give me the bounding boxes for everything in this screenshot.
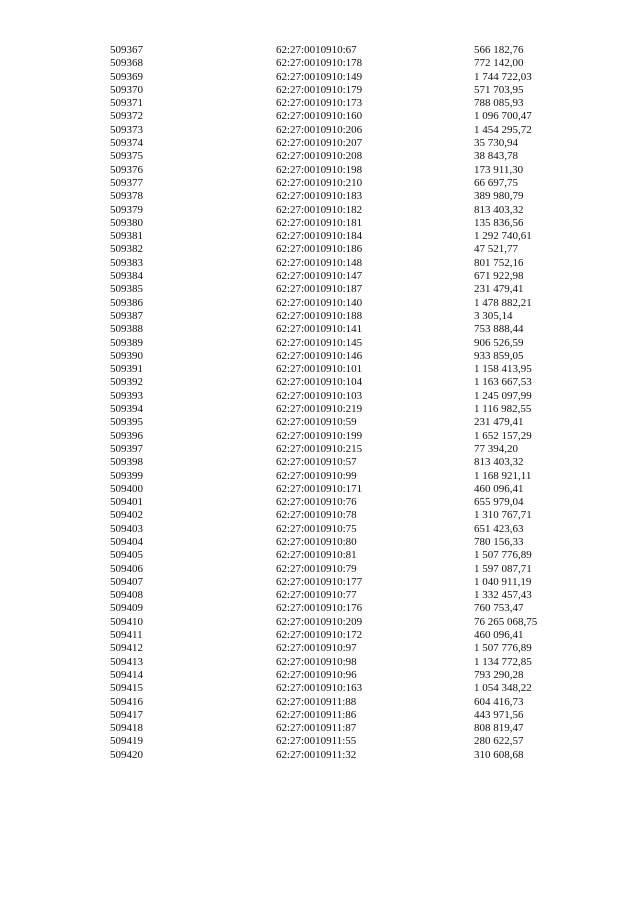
- row-number: 509404: [110, 535, 143, 548]
- table-row: [110, 656, 580, 669]
- cadastral-value: 76 265 068,75: [474, 615, 538, 628]
- table-row: [110, 257, 580, 270]
- row-number: 509372: [110, 110, 143, 123]
- cadastral-value: 231 479,41: [474, 416, 524, 429]
- cadastral-value: 1 597 087,71: [474, 562, 532, 575]
- cadastral-value: 793 290,28: [474, 668, 524, 681]
- table-row: [110, 363, 580, 376]
- row-number: 509393: [110, 389, 143, 402]
- cadastral-value: 310 608,68: [474, 748, 524, 761]
- row-number: 509387: [110, 309, 143, 322]
- row-number: 509416: [110, 695, 143, 708]
- cadastral-number: 62:27:0010910:147: [276, 270, 363, 283]
- table-row: [110, 243, 580, 256]
- row-number: 509384: [110, 270, 143, 283]
- cadastral-value: 1 310 767,71: [474, 509, 532, 522]
- row-number: 509370: [110, 83, 143, 96]
- row-number: 509402: [110, 509, 143, 522]
- cadastral-value: 460 096,41: [474, 629, 524, 642]
- table-row: [110, 536, 580, 549]
- cadastral-value: 671 922,98: [474, 270, 524, 283]
- cadastral-number: 62:27:0010910:186: [276, 243, 363, 256]
- cadastral-number: 62:27:0010911:88: [276, 695, 357, 708]
- cadastral-value: 1 292 740,61: [474, 230, 532, 243]
- cadastral-number: 62:27:0010910:207: [276, 137, 363, 150]
- table-row: [110, 629, 580, 642]
- cadastral-value: 813 403,32: [474, 203, 524, 216]
- cadastral-value: 780 156,33: [474, 535, 524, 548]
- table-row: [110, 642, 580, 655]
- cadastral-number: 62:27:0010910:96: [276, 668, 357, 681]
- cadastral-value: 3 305,14: [474, 309, 513, 322]
- row-number: 509386: [110, 296, 143, 309]
- row-number: 509385: [110, 283, 143, 296]
- cadastral-number: 62:27:0010910:210: [276, 176, 363, 189]
- table-row: [110, 164, 580, 177]
- table-row: [110, 44, 580, 57]
- table-row: [110, 749, 580, 762]
- table-row: [110, 390, 580, 403]
- cadastral-value: 1 116 982,55: [474, 403, 532, 416]
- cadastral-value: 1 652 157,29: [474, 429, 532, 442]
- cadastral-number: 62:27:0010910:173: [276, 97, 363, 110]
- row-number: 509379: [110, 203, 143, 216]
- cadastral-number: 62:27:0010910:97: [276, 642, 357, 655]
- table-row: [110, 150, 580, 163]
- cadastral-value: 801 752,16: [474, 256, 524, 269]
- cadastral-number: 62:27:0010910:199: [276, 429, 363, 442]
- table-row: [110, 523, 580, 536]
- table-row: [110, 709, 580, 722]
- cadastral-number: 62:27:0010911:87: [276, 722, 357, 735]
- table-row: [110, 735, 580, 748]
- cadastral-number: 62:27:0010910:99: [276, 469, 357, 482]
- row-number: 509415: [110, 682, 143, 695]
- cadastral-number: 62:27:0010910:77: [276, 589, 357, 602]
- row-number: 509390: [110, 349, 143, 362]
- cadastral-value: 651 423,63: [474, 522, 524, 535]
- row-number: 509389: [110, 336, 143, 349]
- cadastral-number: 62:27:0010911:32: [276, 748, 357, 761]
- table-row: [110, 563, 580, 576]
- cadastral-number: 62:27:0010910:67: [276, 44, 357, 56]
- table-row: [110, 443, 580, 456]
- cadastral-value: 389 980,79: [474, 190, 524, 203]
- cadastral-number: 62:27:0010910:206: [276, 123, 363, 136]
- cadastral-value: 173 911,30: [474, 163, 524, 176]
- cadastral-number: 62:27:0010910:179: [276, 83, 363, 96]
- row-number: 509377: [110, 176, 143, 189]
- row-number: 509418: [110, 722, 143, 735]
- cadastral-value: 1 478 882,21: [474, 296, 532, 309]
- table-row: [110, 297, 580, 310]
- cadastral-number: 62:27:0010910:57: [276, 456, 357, 469]
- cadastral-number: 62:27:0010910:80: [276, 535, 357, 548]
- table-row: [110, 177, 580, 190]
- cadastral-value: 1 245 097,99: [474, 389, 532, 402]
- cadastral-value: 1 096 700,47: [474, 110, 532, 123]
- cadastral-number: 62:27:0010910:219: [276, 403, 363, 416]
- cadastral-value: 566 182,76: [474, 44, 524, 56]
- cadastral-value: 571 703,95: [474, 83, 524, 96]
- row-number: 509367: [110, 44, 143, 56]
- cadastral-value: 1 507 776,89: [474, 642, 532, 655]
- row-number: 509373: [110, 123, 143, 136]
- cadastral-value: 280 622,57: [474, 735, 524, 748]
- cadastral-value: 1 163 667,53: [474, 376, 532, 389]
- row-number: 509383: [110, 256, 143, 269]
- cadastral-number: 62:27:0010910:101: [276, 363, 363, 376]
- cadastral-value: 604 416,73: [474, 695, 524, 708]
- cadastral-value: 760 753,47: [474, 602, 524, 615]
- cadastral-number: 62:27:0010910:183: [276, 190, 363, 203]
- table-row: [110, 549, 580, 562]
- row-number: 509392: [110, 376, 143, 389]
- cadastral-value: 1 332 457,43: [474, 589, 532, 602]
- row-number: 509414: [110, 668, 143, 681]
- row-number: 509397: [110, 442, 143, 455]
- row-number: 509400: [110, 482, 143, 495]
- cadastral-number: 62:27:0010910:78: [276, 509, 357, 522]
- row-number: 509419: [110, 735, 143, 748]
- row-number: 509406: [110, 562, 143, 575]
- row-number: 509403: [110, 522, 143, 535]
- cadastral-number: 62:27:0010910:208: [276, 150, 363, 163]
- table-row: [110, 722, 580, 735]
- row-number: 509399: [110, 469, 143, 482]
- row-number: 509405: [110, 549, 143, 562]
- table-row: [110, 509, 580, 522]
- cadastral-value: 460 096,41: [474, 482, 524, 495]
- cadastral-number: 62:27:0010910:181: [276, 216, 363, 229]
- row-number: 509380: [110, 216, 143, 229]
- row-number: 509396: [110, 429, 143, 442]
- table-row: [110, 310, 580, 323]
- table-row: [110, 230, 580, 243]
- row-number: 509420: [110, 748, 143, 761]
- cadastral-number: 62:27:0010910:177: [276, 575, 363, 588]
- cadastral-number: 62:27:0010910:198: [276, 163, 363, 176]
- cadastral-number: 62:27:0010910:59: [276, 416, 357, 429]
- cadastral-value: 808 819,47: [474, 722, 524, 735]
- cadastral-value: 1 040 911,19: [474, 575, 532, 588]
- row-number: 509378: [110, 190, 143, 203]
- cadastral-number: 62:27:0010910:79: [276, 562, 357, 575]
- cadastral-number: 62:27:0010910:178: [276, 57, 363, 70]
- cadastral-value: 1 054 348,22: [474, 682, 532, 695]
- cadastral-value: 1 158 413,95: [474, 363, 532, 376]
- cadastral-value: 1 168 921,11: [474, 469, 532, 482]
- row-number: 509398: [110, 456, 143, 469]
- row-number: 509391: [110, 363, 143, 376]
- cadastral-value: 66 697,75: [474, 176, 518, 189]
- row-number: 509411: [110, 629, 143, 642]
- cadastral-number: 62:27:0010910:141: [276, 323, 363, 336]
- cadastral-value: 231 479,41: [474, 283, 524, 296]
- table-row: [110, 190, 580, 203]
- cadastral-value: 1 454 295,72: [474, 123, 532, 136]
- table-row: [110, 124, 580, 137]
- row-number: 509376: [110, 163, 143, 176]
- table-row: [110, 576, 580, 589]
- table-row: [110, 110, 580, 123]
- cadastral-number: 62:27:0010910:149: [276, 70, 363, 83]
- table-row: [110, 669, 580, 682]
- table-row: [110, 403, 580, 416]
- cadastral-number: 62:27:0010910:145: [276, 336, 363, 349]
- row-number: 509417: [110, 708, 143, 721]
- cadastral-number: 62:27:0010910:81: [276, 549, 357, 562]
- row-number: 509412: [110, 642, 143, 655]
- cadastral-value: 135 836,56: [474, 216, 524, 229]
- table-row: [110, 470, 580, 483]
- cadastral-number: 62:27:0010910:209: [276, 615, 363, 628]
- cadastral-value: 906 526,59: [474, 336, 524, 349]
- row-number: 509395: [110, 416, 143, 429]
- row-number: 509381: [110, 230, 143, 243]
- row-number: 509394: [110, 403, 143, 416]
- cadastral-number: 62:27:0010910:215: [276, 442, 363, 455]
- row-number: 509409: [110, 602, 143, 615]
- cadastral-number: 62:27:0010910:103: [276, 389, 363, 402]
- cadastral-value: 1 744 722,03: [474, 70, 532, 83]
- cadastral-value: 788 085,93: [474, 97, 524, 110]
- cadastral-value: 443 971,56: [474, 708, 524, 721]
- cadastral-number: 62:27:0010910:98: [276, 655, 357, 668]
- table-row: [110, 217, 580, 230]
- table-row: [110, 71, 580, 84]
- table-row: [110, 696, 580, 709]
- table-row: [110, 97, 580, 110]
- row-number: 509369: [110, 70, 143, 83]
- cadastral-number: 62:27:0010911:55: [276, 735, 357, 748]
- table-row: [110, 483, 580, 496]
- table-row: [110, 496, 580, 509]
- cadastral-value: 655 979,04: [474, 496, 524, 509]
- row-number: 509407: [110, 575, 143, 588]
- cadastral-number: 62:27:0010910:188: [276, 309, 363, 322]
- table-row: [110, 57, 580, 70]
- cadastral-value: 933 859,05: [474, 349, 524, 362]
- table-row: [110, 589, 580, 602]
- cadastral-value: 35 730,94: [474, 137, 518, 150]
- cadastral-number: 62:27:0010910:76: [276, 496, 357, 509]
- cadastral-number: 62:27:0010910:148: [276, 256, 363, 269]
- cadastral-number: 62:27:0010910:176: [276, 602, 363, 615]
- row-number: 509368: [110, 57, 143, 70]
- row-number: 509408: [110, 589, 143, 602]
- table-row: [110, 337, 580, 350]
- row-number: 509375: [110, 150, 143, 163]
- table-row: [110, 430, 580, 443]
- table-row: [110, 84, 580, 97]
- row-number: 509371: [110, 97, 143, 110]
- table-row: [110, 416, 580, 429]
- row-number: 509388: [110, 323, 143, 336]
- cadastral-number: 62:27:0010910:163: [276, 682, 363, 695]
- table-row: [110, 350, 580, 363]
- cadastral-value: 753 888,44: [474, 323, 524, 336]
- row-number: 509410: [110, 615, 143, 628]
- row-number: 509413: [110, 655, 143, 668]
- cadastral-number: 62:27:0010910:160: [276, 110, 363, 123]
- table-row: [110, 376, 580, 389]
- table-row: [110, 137, 580, 150]
- table-row: [110, 204, 580, 217]
- cadastral-number: 62:27:0010910:184: [276, 230, 363, 243]
- cadastral-value: 38 843,78: [474, 150, 518, 163]
- cadastral-number: 62:27:0010910:172: [276, 629, 363, 642]
- row-number: 509401: [110, 496, 143, 509]
- table-row: [110, 682, 580, 695]
- cadastral-value: 813 403,32: [474, 456, 524, 469]
- data-table: [110, 44, 580, 762]
- row-number: 509374: [110, 137, 143, 150]
- cadastral-number: 62:27:0010911:86: [276, 708, 357, 721]
- cadastral-value: 772 142,00: [474, 57, 524, 70]
- table-row: [110, 283, 580, 296]
- cadastral-value: 1 507 776,89: [474, 549, 532, 562]
- table-row: [110, 616, 580, 629]
- cadastral-number: 62:27:0010910:182: [276, 203, 363, 216]
- cadastral-number: 62:27:0010910:171: [276, 482, 363, 495]
- cadastral-value: 1 134 772,85: [474, 655, 532, 668]
- cadastral-number: 62:27:0010910:140: [276, 296, 363, 309]
- table-row: [110, 602, 580, 615]
- cadastral-value: 77 394,20: [474, 442, 518, 455]
- cadastral-number: 62:27:0010910:187: [276, 283, 363, 296]
- cadastral-number: 62:27:0010910:146: [276, 349, 363, 362]
- row-number: 509382: [110, 243, 143, 256]
- table-row: [110, 323, 580, 336]
- cadastral-number: 62:27:0010910:75: [276, 522, 357, 535]
- table-row: [110, 456, 580, 469]
- cadastral-value: 47 521,77: [474, 243, 518, 256]
- cadastral-number: 62:27:0010910:104: [276, 376, 363, 389]
- table-row: [110, 270, 580, 283]
